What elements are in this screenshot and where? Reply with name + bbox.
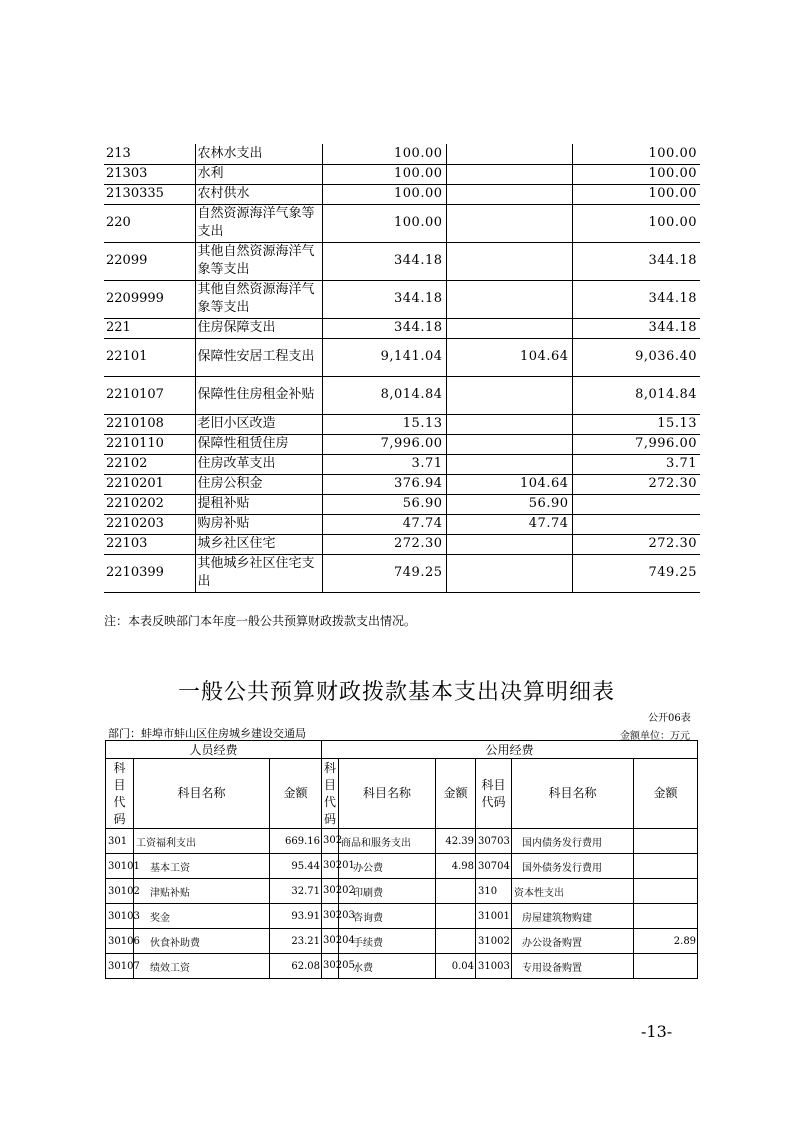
- table-row: [104, 376, 700, 414]
- table-row: [104, 474, 700, 494]
- table-row: [104, 338, 700, 376]
- total-amount: 344.18: [322, 242, 446, 280]
- subject-code: 22099: [104, 242, 195, 280]
- subject-code: 2210107: [104, 376, 195, 414]
- subject-name: 保障性住房租金补贴: [195, 376, 322, 414]
- project-expenditure: 272.30: [572, 474, 700, 494]
- subject-name: 城乡社区住宅: [195, 534, 322, 554]
- total-amount: 7,996.00: [322, 434, 446, 454]
- basic-expenditure: [446, 318, 572, 338]
- table-row: [104, 242, 700, 280]
- total-amount: 376.94: [322, 474, 446, 494]
- subject-name: 其他自然资源海洋气象等支出: [195, 280, 322, 318]
- personnel-name: 绩效工资: [134, 954, 270, 979]
- basic-expenditure: [446, 434, 572, 454]
- subject-name: 其他自然资源海洋气象等支出: [195, 242, 322, 280]
- project-expenditure: 7,996.00: [572, 434, 700, 454]
- col-header-code: 科目代码: [106, 759, 134, 829]
- subject-name: 保障性安居工程支出: [195, 338, 322, 376]
- project-expenditure: 344.18: [572, 318, 700, 338]
- personnel-code: 30102: [106, 879, 134, 904]
- subject-name: 购房补贴: [195, 514, 322, 534]
- basic-expenditure: [446, 534, 572, 554]
- personnel-name: 基本工资: [134, 854, 270, 879]
- public2-amount: [634, 879, 698, 904]
- personnel-name: 津贴补贴: [134, 879, 270, 904]
- table-row: [104, 534, 700, 554]
- public-code: 302: [322, 829, 339, 854]
- basic-expenditure: [446, 280, 572, 318]
- project-expenditure: 8,014.84: [572, 376, 700, 414]
- subject-name: 住房公积金: [195, 474, 322, 494]
- table-row: [104, 164, 700, 184]
- table-row: [104, 184, 700, 204]
- subject-code: 2210110: [104, 434, 195, 454]
- project-expenditure: 100.00: [572, 184, 700, 204]
- subject-code: 221: [104, 318, 195, 338]
- subject-name: 老旧小区改造: [195, 414, 322, 434]
- personnel-amount: 669.16: [270, 829, 322, 854]
- total-amount: 8,014.84: [322, 376, 446, 414]
- basic-expenditure: [446, 414, 572, 434]
- total-amount: 272.30: [322, 534, 446, 554]
- project-expenditure: 9,036.40: [572, 338, 700, 376]
- table-row: [104, 280, 700, 318]
- public2-name: 专用设备购置: [512, 954, 634, 979]
- public2-name: 资本性支出: [512, 879, 634, 904]
- public-code: 30201: [322, 854, 339, 879]
- personnel-name: 奖金: [134, 904, 270, 929]
- public2-code: 30703: [476, 829, 512, 854]
- personnel-code: 30106: [106, 929, 134, 954]
- personnel-amount: 32.71: [270, 879, 322, 904]
- personnel-amount: 23.21: [270, 929, 322, 954]
- subject-code: 220: [104, 204, 195, 242]
- total-amount: 100.00: [322, 164, 446, 184]
- col-header-name: 科目名称: [134, 759, 270, 829]
- project-expenditure: 15.13: [572, 414, 700, 434]
- basic-expenditure: 56.90: [446, 494, 572, 514]
- project-expenditure: 344.18: [572, 280, 700, 318]
- project-expenditure: 100.00: [572, 144, 700, 164]
- public-amount: [436, 879, 476, 904]
- total-amount: 9,141.04: [322, 338, 446, 376]
- public-name: 手续费: [339, 929, 436, 954]
- subject-name: 水利: [195, 164, 322, 184]
- table-row: [104, 414, 700, 434]
- col-header-amount: 金额: [270, 759, 322, 829]
- unit-label: 金额单位：万元: [620, 731, 690, 742]
- basic-expenditure: [446, 204, 572, 242]
- personnel-name: 伙食补助费: [134, 929, 270, 954]
- table-row: [106, 879, 698, 904]
- basic-expenditure: 47.74: [446, 514, 572, 534]
- col-header-name: 科目名称: [339, 759, 436, 829]
- page-title: 一般公共预算财政拨款基本支出决算明细表: [177, 680, 615, 705]
- basic-expenditure: [446, 144, 572, 164]
- total-amount: 100.00: [322, 204, 446, 242]
- personnel-amount: 95.44: [270, 854, 322, 879]
- group-header-public: 公用经费: [322, 741, 698, 759]
- total-amount: 100.00: [322, 184, 446, 204]
- public-name: 办公费: [339, 854, 436, 879]
- public2-name: 国外债务发行费用: [512, 854, 634, 879]
- table-row: [104, 514, 700, 534]
- page-number: -13-: [641, 1022, 673, 1041]
- public2-amount: [634, 954, 698, 979]
- public-amount: [436, 929, 476, 954]
- total-amount: 749.25: [322, 554, 446, 592]
- total-amount: 47.74: [322, 514, 446, 534]
- subject-code: 2210203: [104, 514, 195, 534]
- personnel-code: 30103: [106, 904, 134, 929]
- subject-code: 2130335: [104, 184, 195, 204]
- public-name: 印刷费: [339, 879, 436, 904]
- project-expenditure: 100.00: [572, 204, 700, 242]
- subject-code: 22103: [104, 534, 195, 554]
- personnel-code: 30101: [106, 854, 134, 879]
- basic-expenditure: [446, 554, 572, 592]
- total-amount: 344.18: [322, 318, 446, 338]
- public2-amount: [634, 829, 698, 854]
- project-expenditure: 3.71: [572, 454, 700, 474]
- public2-name: 办公设备购置: [512, 929, 634, 954]
- project-expenditure: [572, 514, 700, 534]
- personnel-name: 工资福利支出: [134, 829, 270, 854]
- project-expenditure: 272.30: [572, 534, 700, 554]
- subject-code: 2209999: [104, 280, 195, 318]
- project-expenditure: 749.25: [572, 554, 700, 592]
- public2-amount: [634, 854, 698, 879]
- basic-expenditure: [446, 454, 572, 474]
- basic-expenditure: 104.64: [446, 338, 572, 376]
- subject-name: 其他城乡社区住宅支出: [195, 554, 322, 592]
- public2-code: 310: [476, 879, 512, 904]
- subject-name: 住房保障支出: [195, 318, 322, 338]
- col-header-code: 科目代码: [322, 759, 339, 829]
- personnel-code: 30107: [106, 954, 134, 979]
- total-amount: 15.13: [322, 414, 446, 434]
- public-amount: 4.98: [436, 854, 476, 879]
- subject-name: 保障性租赁住房: [195, 434, 322, 454]
- subject-name: 农林水支出: [195, 144, 322, 164]
- public2-code: 31002: [476, 929, 512, 954]
- public-name: 水费: [339, 954, 436, 979]
- basic-expenditure: [446, 376, 572, 414]
- table-row: [104, 318, 700, 338]
- public2-name: 房屋建筑物购建: [512, 904, 634, 929]
- project-expenditure: [572, 494, 700, 514]
- col-header-amount: 金额: [436, 759, 476, 829]
- public-amount: [436, 904, 476, 929]
- public-code: 30205: [322, 954, 339, 979]
- table-row: [104, 554, 700, 592]
- personnel-code: 301: [106, 829, 134, 854]
- project-expenditure: 344.18: [572, 242, 700, 280]
- subject-name: 农村供水: [195, 184, 322, 204]
- total-amount: 344.18: [322, 280, 446, 318]
- subject-code: 2210399: [104, 554, 195, 592]
- expenditure-table: [104, 144, 700, 593]
- subject-code: 213: [104, 144, 195, 164]
- department-label: 部门：蚌埠市蚌山区住房城乡建设交通局: [108, 727, 306, 740]
- table-row: [106, 904, 698, 929]
- public2-code: 31001: [476, 904, 512, 929]
- total-amount: 3.71: [322, 454, 446, 474]
- public-code: 30203: [322, 904, 339, 929]
- personnel-amount: 93.91: [270, 904, 322, 929]
- table-row: [104, 454, 700, 474]
- basic-expenditure: [446, 164, 572, 184]
- col-header-name: 科目名称: [512, 759, 634, 829]
- col-header-code: 科目代码: [476, 759, 512, 829]
- subject-name: 自然资源海洋气象等支出: [195, 204, 322, 242]
- basic-expenditure: [446, 242, 572, 280]
- total-amount: 100.00: [322, 144, 446, 164]
- public2-code: 30704: [476, 854, 512, 879]
- form-code: 公开06表: [648, 713, 691, 724]
- table-row: [106, 854, 698, 879]
- table-row: [104, 434, 700, 454]
- subject-code: 2210201: [104, 474, 195, 494]
- table-row: [106, 929, 698, 954]
- subject-code: 2210108: [104, 414, 195, 434]
- public-name: 商品和服务支出: [339, 829, 436, 854]
- basic-expenditure: 104.64: [446, 474, 572, 494]
- subject-name: 住房改革支出: [195, 454, 322, 474]
- subject-code: 2210202: [104, 494, 195, 514]
- subject-code: 22101: [104, 338, 195, 376]
- subject-code: 22102: [104, 454, 195, 474]
- public-code: 30204: [322, 929, 339, 954]
- table-row: [106, 954, 698, 979]
- public2-code: 31003: [476, 954, 512, 979]
- table-row: [104, 204, 700, 242]
- subject-name: 提租补贴: [195, 494, 322, 514]
- subject-code: 21303: [104, 164, 195, 184]
- table-row: [104, 494, 700, 514]
- table-note: 注：本表反映部门本年度一般公共预算财政拨款支出情况。: [104, 614, 417, 628]
- public-amount: 42.39: [436, 829, 476, 854]
- group-header-personnel: 人员经费: [106, 741, 322, 759]
- basic-expenditure-detail-table: [105, 740, 698, 979]
- public2-amount: 2.89: [634, 929, 698, 954]
- basic-expenditure: [446, 184, 572, 204]
- personnel-amount: 62.08: [270, 954, 322, 979]
- public-code: 30202: [322, 879, 339, 904]
- table-row: [106, 829, 698, 854]
- public-amount: 0.04: [436, 954, 476, 979]
- project-expenditure: 100.00: [572, 164, 700, 184]
- public2-name: 国内债务发行费用: [512, 829, 634, 854]
- table-row: [104, 144, 700, 164]
- col-header-amount: 金额: [634, 759, 698, 829]
- total-amount: 56.90: [322, 494, 446, 514]
- public-name: 咨询费: [339, 904, 436, 929]
- public2-amount: [634, 904, 698, 929]
